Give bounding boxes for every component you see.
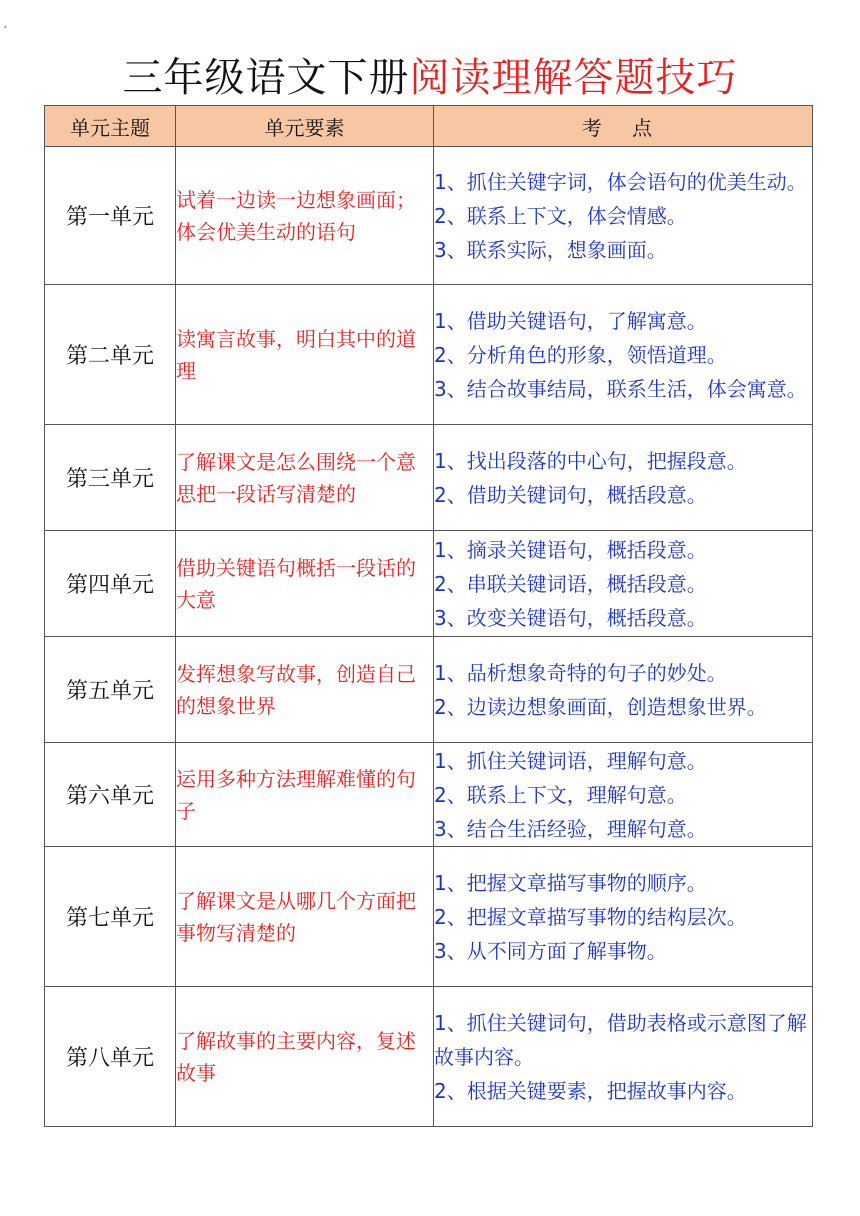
unit-element: 借助关键语句概括一段话的大意 xyxy=(176,531,434,637)
test-point: 1、品析想象奇特的句子的妙处。 xyxy=(434,660,727,685)
test-point: 1、摘录关键语句，概括段意。 xyxy=(434,537,707,562)
test-point: 1、借助关键语句，了解寓意。 xyxy=(434,308,707,333)
test-point: 2、借助关键词句，概括段意。 xyxy=(434,482,707,507)
unit-theme: 第四单元 xyxy=(45,531,176,637)
table-row xyxy=(45,147,813,285)
unit-theme: 第一单元 xyxy=(45,147,176,285)
unit-theme: 第六单元 xyxy=(45,743,176,847)
header-unit-element: 单元要素 xyxy=(176,106,434,147)
test-points xyxy=(434,743,813,847)
unit-theme: 第五单元 xyxy=(45,637,176,743)
test-point: 1、把握文章描写事物的顺序。 xyxy=(434,870,707,895)
test-points xyxy=(434,425,813,531)
table-row xyxy=(45,847,813,987)
unit-element: 发挥想象写故事，创造自己的想象世界 xyxy=(176,637,434,743)
unit-element: 了解故事的主要内容，复述故事 xyxy=(176,987,434,1127)
test-point: 1、抓住关键词语，理解句意。 xyxy=(434,748,707,773)
table-row xyxy=(45,743,813,847)
test-point: 2、串联关键词语，概括段意。 xyxy=(434,571,707,596)
page-title-red: 阅读理解答题技巧 xyxy=(409,55,738,101)
stray-mark: ′ xyxy=(4,24,7,38)
unit-theme: 第二单元 xyxy=(45,285,176,425)
test-point: 2、联系上下文，体会情感。 xyxy=(434,203,687,228)
unit-element: 了解课文是从哪几个方面把事物写清楚的 xyxy=(176,847,434,987)
test-point: 3、改变关键语句，概括段意。 xyxy=(434,605,707,630)
test-point: 2、联系上下文，理解句意。 xyxy=(434,782,687,807)
test-point: 1、抓住关键词句，借助表格或示意图了解故事内容。 xyxy=(434,1010,807,1069)
test-points xyxy=(434,531,813,637)
test-points xyxy=(434,147,813,285)
header-unit-theme: 单元主题 xyxy=(45,106,176,147)
test-points xyxy=(434,847,813,987)
unit-theme: 第三单元 xyxy=(45,425,176,531)
test-point: 1、抓住关键字词，体会语句的优美生动。 xyxy=(434,169,807,194)
test-points xyxy=(434,987,813,1127)
table-row xyxy=(45,987,813,1127)
header-test-points: 考 点 xyxy=(434,106,813,147)
table-row xyxy=(45,531,813,637)
test-point: 2、根据关键要素，把握故事内容。 xyxy=(434,1078,747,1103)
test-points xyxy=(434,285,813,425)
unit-element: 运用多种方法理解难懂的句子 xyxy=(176,743,434,847)
table-header-row xyxy=(45,106,813,147)
page-title-black: 三年级语文下册 xyxy=(122,55,410,101)
page-title xyxy=(0,46,860,103)
table-row xyxy=(45,285,813,425)
test-point: 2、边读边想象画面，创造想象世界。 xyxy=(434,694,767,719)
unit-element: 试着一边读一边想象画面；体会优美生动的语句 xyxy=(176,147,434,285)
skills-table xyxy=(44,105,813,1127)
test-point: 3、结合生活经验，理解句意。 xyxy=(434,816,707,841)
unit-element: 了解课文是怎么围绕一个意思把一段话写清楚的 xyxy=(176,425,434,531)
unit-theme: 第七单元 xyxy=(45,847,176,987)
table-row xyxy=(45,425,813,531)
unit-theme: 第八单元 xyxy=(45,987,176,1127)
test-point: 3、从不同方面了解事物。 xyxy=(434,938,667,963)
unit-element: 读寓言故事，明白其中的道理 xyxy=(176,285,434,425)
test-point: 1、找出段落的中心句，把握段意。 xyxy=(434,448,747,473)
test-point: 2、把握文章描写事物的结构层次。 xyxy=(434,904,747,929)
test-points xyxy=(434,637,813,743)
test-point: 2、分析角色的形象，领悟道理。 xyxy=(434,342,727,367)
test-point: 3、结合故事结局，联系生活，体会寓意。 xyxy=(434,376,807,401)
table-row xyxy=(45,637,813,743)
test-point: 3、联系实际，想象画面。 xyxy=(434,237,667,262)
